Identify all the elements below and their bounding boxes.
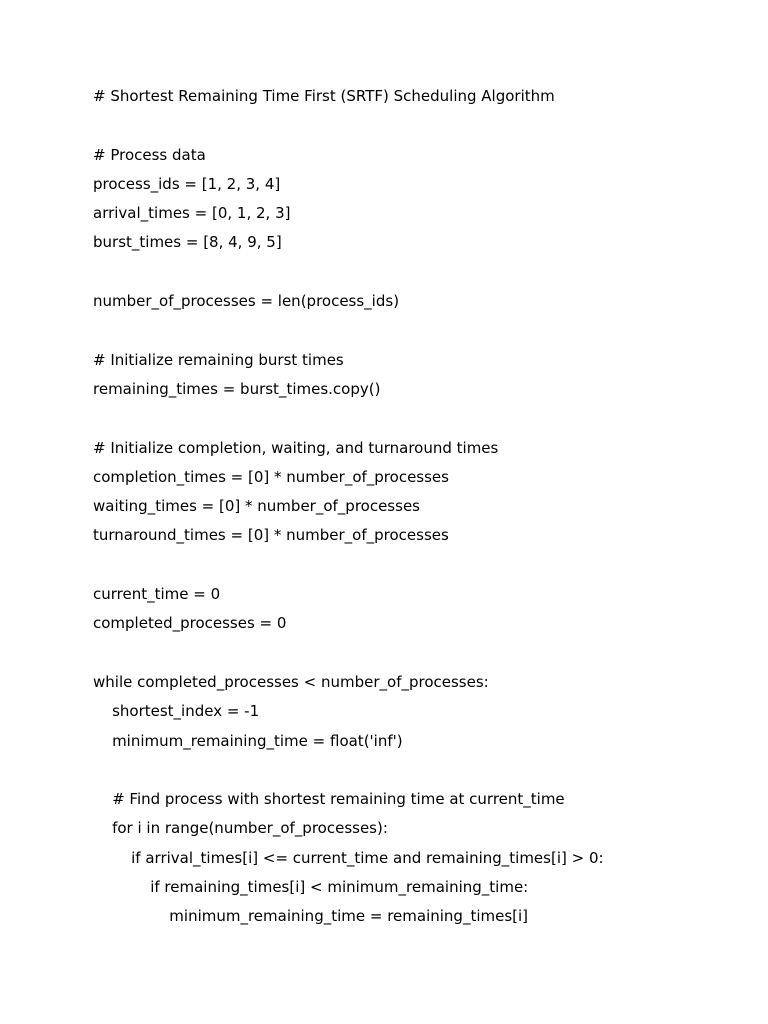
code-line: minimum_remaining_time = float('inf') xyxy=(93,731,403,750)
blank-line xyxy=(93,641,604,670)
code-line: process_ids = [1, 2, 3, 4] xyxy=(93,174,281,193)
code-line: if arrival_times[i] <= current_time and remaining_times[i] > 0: xyxy=(93,848,604,867)
code-comment: # Initialize remaining burst times xyxy=(93,350,344,369)
code-comment: # Process data xyxy=(93,145,206,164)
code-line: shortest_index = -1 xyxy=(93,702,260,721)
blank-line xyxy=(93,553,604,582)
code-line: if remaining_times[i] < minimum_remaining_time: xyxy=(93,878,529,897)
code-line: remaining_times = burst_times.copy() xyxy=(93,379,381,398)
code-line: number_of_processes = len(process_ids) xyxy=(93,292,400,311)
blank-line xyxy=(93,406,604,435)
code-comment: # Initialize completion, waiting, and turnaround times xyxy=(93,438,499,457)
blank-line xyxy=(93,758,604,787)
code-line: current_time = 0 xyxy=(93,585,221,604)
code-block xyxy=(93,84,604,934)
code-line: for i in range(number_of_processes): xyxy=(93,819,388,838)
code-comment-title: # Shortest Remaining Time First (SRTF) Scheduling Algorithm xyxy=(93,87,555,105)
code-line: waiting_times = [0] * number_of_processes xyxy=(93,497,420,516)
code-comment: # Find process with shortest remaining time at current_time xyxy=(93,790,565,809)
code-line: burst_times = [8, 4, 9, 5] xyxy=(93,233,282,252)
blank-line xyxy=(93,260,604,289)
code-line: arrival_times = [0, 1, 2, 3] xyxy=(93,204,291,223)
code-line: turnaround_times = [0] * number_of_processes xyxy=(93,526,449,545)
code-line: completion_times = [0] * number_of_processes xyxy=(93,467,449,486)
code-line: while completed_processes < number_of_processes: xyxy=(93,672,489,691)
code-line: completed_processes = 0 xyxy=(93,614,287,633)
blank-line xyxy=(93,318,604,347)
blank-line xyxy=(93,113,604,142)
code-line: minimum_remaining_time = remaining_times[i] xyxy=(93,907,529,926)
